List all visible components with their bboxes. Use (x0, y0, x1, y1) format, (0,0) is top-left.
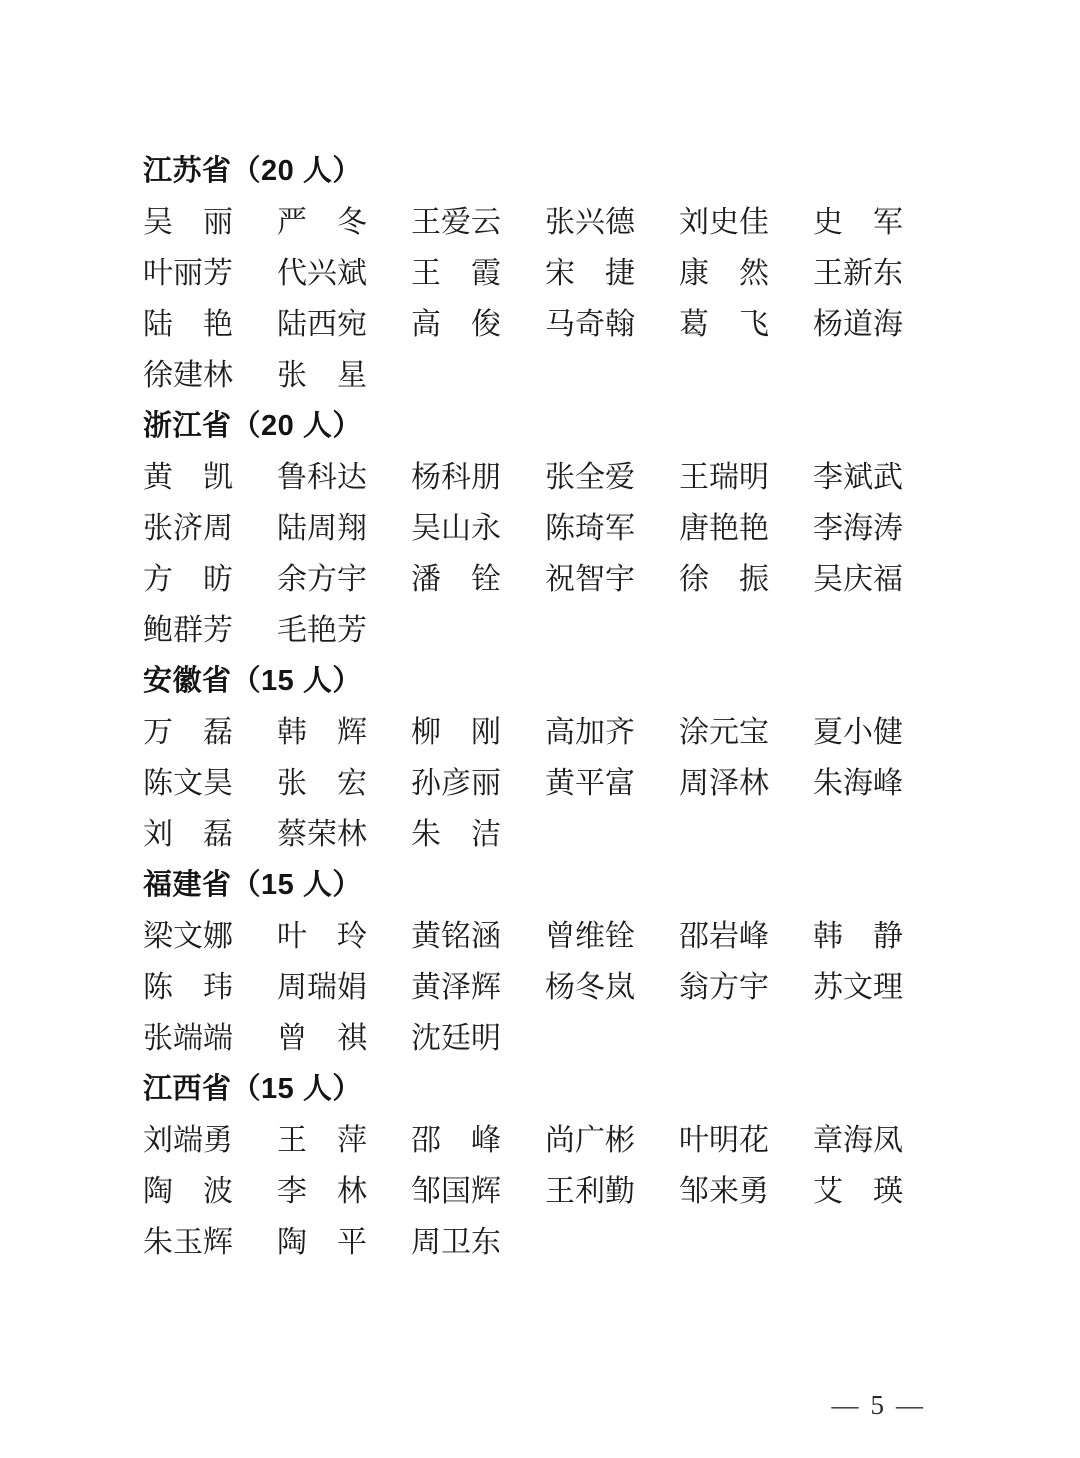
name-row (143, 1217, 935, 1268)
person-name: 周卫东 (411, 1226, 501, 1259)
person-name: 曾 祺 (277, 1022, 367, 1055)
person-name: 蔡荣林 (277, 818, 367, 851)
person-name: 徐 振 (679, 563, 769, 596)
person-name: 方 昉 (143, 563, 233, 596)
name-row (143, 299, 935, 350)
person-name: 王瑞明 (679, 461, 769, 494)
person-name: 黄平富 (545, 767, 635, 800)
person-name: 邹国辉 (411, 1175, 501, 1208)
person-name: 翁方宇 (679, 971, 769, 1004)
person-name: 邹来勇 (679, 1175, 769, 1208)
section-heading: 福建省（15 人） (143, 869, 362, 901)
person-name: 王利勤 (545, 1175, 635, 1208)
person-name: 孙彦丽 (411, 767, 501, 800)
person-name: 潘 铨 (411, 563, 501, 596)
person-name: 张端端 (143, 1022, 233, 1055)
footer-right-dash: — (896, 1390, 923, 1420)
person-name: 张兴德 (545, 206, 635, 239)
person-name: 朱玉辉 (143, 1226, 233, 1259)
person-name: 梁文娜 (143, 920, 233, 953)
person-name: 吴庆福 (813, 563, 903, 596)
person-name: 韩 静 (813, 920, 903, 953)
person-name: 刘史佳 (679, 206, 769, 239)
person-name: 黄铭涵 (411, 920, 501, 953)
name-row (143, 350, 935, 401)
section-heading: 安徽省（15 人） (143, 665, 362, 697)
person-name: 沈廷明 (411, 1022, 501, 1055)
person-name: 吴 丽 (143, 206, 233, 239)
name-row (143, 554, 935, 605)
name-row (143, 197, 935, 248)
person-name: 韩 辉 (277, 716, 367, 749)
person-name: 刘端勇 (143, 1124, 233, 1157)
person-name: 万 磊 (143, 716, 233, 749)
person-name: 王新东 (813, 257, 903, 290)
person-name: 祝智宇 (545, 563, 635, 596)
person-name: 李 林 (277, 1175, 367, 1208)
person-name: 陈 玮 (143, 971, 233, 1004)
person-name: 张全爱 (545, 461, 635, 494)
person-name: 朱 洁 (411, 818, 501, 851)
person-name: 宋 捷 (545, 257, 635, 290)
person-name: 黄泽辉 (411, 971, 501, 1004)
person-name: 史 军 (813, 206, 903, 239)
name-row (143, 911, 935, 962)
person-name: 陆西宛 (277, 308, 367, 341)
person-name: 王爱云 (411, 206, 501, 239)
person-name: 鲍群芳 (143, 614, 233, 647)
person-name: 鲁科达 (277, 461, 367, 494)
person-name: 叶 玲 (277, 920, 367, 953)
person-name: 康 然 (679, 257, 769, 290)
person-name: 周瑞娟 (277, 971, 367, 1004)
footer-left-dash: — (831, 1390, 859, 1420)
person-name: 徐建林 (143, 359, 233, 392)
person-name: 毛艳芳 (277, 614, 367, 647)
name-row (143, 1166, 935, 1217)
name-row (143, 962, 935, 1013)
person-name: 尚广彬 (545, 1124, 635, 1157)
name-row (143, 809, 935, 860)
person-name: 陶 波 (143, 1175, 233, 1208)
person-name: 李海涛 (813, 512, 903, 545)
person-name: 苏文理 (813, 971, 903, 1004)
person-name: 高加齐 (545, 716, 635, 749)
name-row (143, 1013, 935, 1064)
person-name: 杨道海 (813, 308, 903, 341)
person-name: 杨科朋 (411, 461, 501, 494)
name-row (143, 1115, 935, 1166)
person-name: 代兴斌 (277, 257, 367, 290)
person-name: 唐艳艳 (679, 512, 769, 545)
person-name: 葛 飞 (679, 308, 769, 341)
person-name: 叶丽芳 (143, 257, 233, 290)
person-name: 陆周翔 (277, 512, 367, 545)
person-name: 邵岩峰 (679, 920, 769, 953)
name-row (143, 707, 935, 758)
person-name: 陶 平 (277, 1226, 367, 1259)
person-name: 夏小健 (813, 716, 903, 749)
person-name: 陈琦军 (545, 512, 635, 545)
person-name: 张济周 (143, 512, 233, 545)
person-name: 张 星 (277, 359, 367, 392)
person-name: 高 俊 (411, 308, 501, 341)
person-name: 涂元宝 (679, 716, 769, 749)
person-name: 艾 瑛 (813, 1175, 903, 1208)
person-name: 章海凤 (813, 1124, 903, 1157)
name-row (143, 605, 935, 656)
person-name: 吴山永 (411, 512, 501, 545)
person-name: 陆 艳 (143, 308, 233, 341)
province-name-list (143, 146, 935, 1268)
name-row (143, 248, 935, 299)
person-name: 陈文昊 (143, 767, 233, 800)
section-heading: 江苏省（20 人） (143, 155, 362, 187)
person-name: 李斌武 (813, 461, 903, 494)
person-name: 朱海峰 (813, 767, 903, 800)
section-heading: 浙江省（20 人） (143, 410, 362, 442)
person-name: 马奇翰 (545, 308, 635, 341)
person-name: 刘 磊 (143, 818, 233, 851)
name-row (143, 503, 935, 554)
person-name: 张 宏 (277, 767, 367, 800)
person-name: 王 霞 (411, 257, 501, 290)
person-name: 周泽林 (679, 767, 769, 800)
person-name: 王 萍 (277, 1124, 367, 1157)
name-row (143, 758, 935, 809)
page-number: 5 (870, 1390, 884, 1420)
person-name: 叶明花 (679, 1124, 769, 1157)
section-heading: 江西省（15 人） (143, 1073, 362, 1105)
person-name: 邵 峰 (411, 1124, 501, 1157)
person-name: 黄 凯 (143, 461, 233, 494)
person-name: 严 冬 (277, 206, 367, 239)
page-footer (832, 1388, 924, 1422)
person-name: 柳 刚 (411, 716, 501, 749)
person-name: 余方宇 (277, 563, 367, 596)
person-name: 杨冬岚 (545, 971, 635, 1004)
person-name: 曾维铨 (545, 920, 635, 953)
name-row (143, 452, 935, 503)
